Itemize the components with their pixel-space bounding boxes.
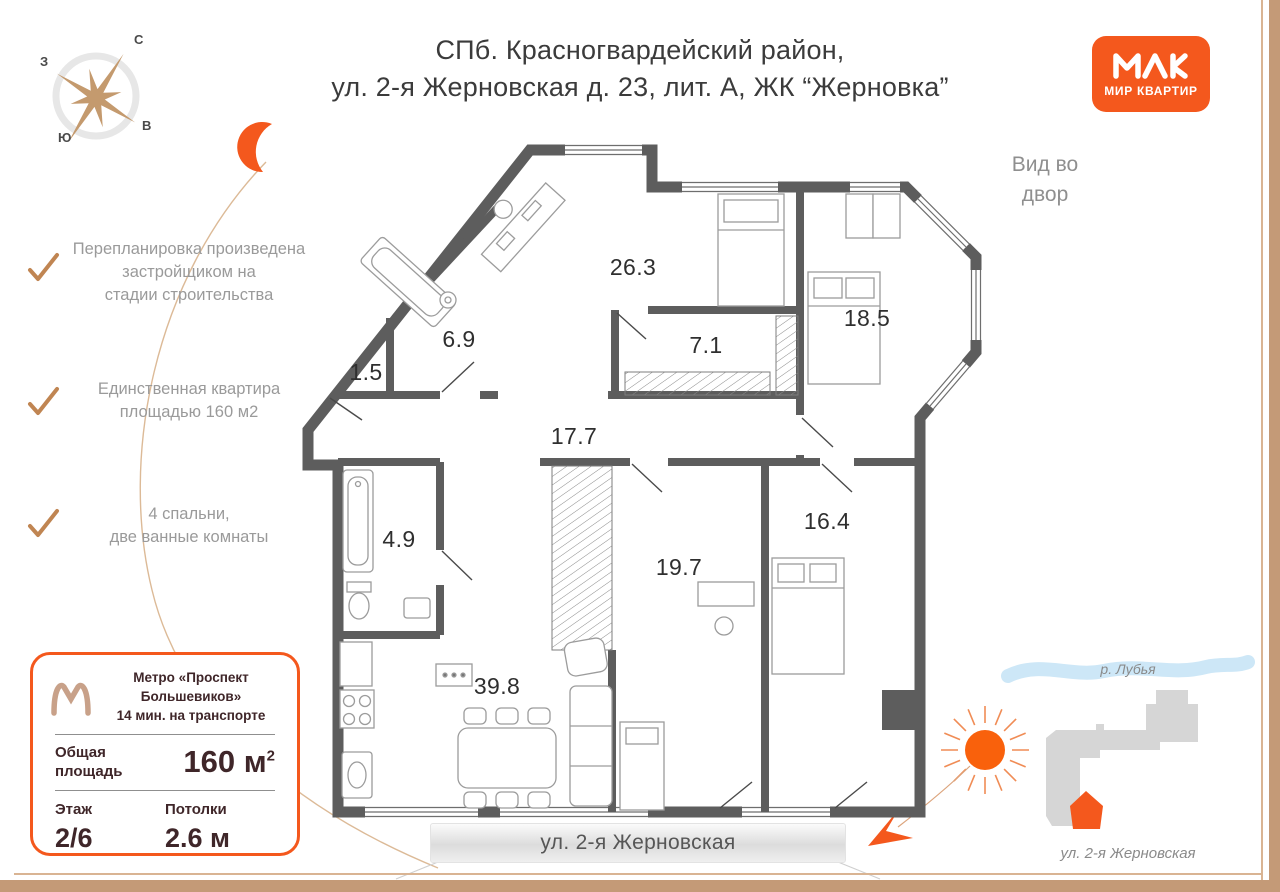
floor-col — [55, 799, 165, 854]
title-line2: ул. 2-я Жерновская д. 23, лит. А, ЖК “Жерновка” — [331, 72, 949, 102]
frame-band-right — [1269, 0, 1280, 892]
wall-notch — [882, 690, 920, 730]
frame-line-bottom — [14, 873, 1263, 875]
room-label-7-1: 7.1 — [689, 332, 723, 358]
view-label — [975, 150, 1115, 210]
area-value-number: 160 м — [183, 744, 267, 779]
mini-map — [1000, 646, 1256, 878]
ceiling-label: Потолки — [165, 801, 227, 818]
note-replanning — [56, 238, 322, 307]
area-label — [55, 743, 122, 781]
brand-monogram-icon — [1112, 51, 1190, 79]
road-edge-left — [396, 862, 438, 879]
floor-label: Этаж — [55, 801, 92, 818]
view-label-line2: двор — [1021, 183, 1069, 206]
street-band — [430, 823, 846, 863]
compass-east-label: В — [142, 118, 152, 133]
note-line: Единственная квартира — [97, 380, 281, 398]
street-band-label: ул. 2-я Жерновская — [540, 831, 736, 854]
note-line: Перепланировка произведена — [72, 240, 306, 258]
river-label: р. Лубья — [1100, 661, 1156, 677]
compass-north-label: С — [134, 32, 144, 47]
room-label-18-5: 18.5 — [843, 305, 891, 331]
floor-plan — [290, 130, 990, 820]
room-label-6-9: 6.9 — [442, 326, 476, 352]
floor-value: 2/6 — [55, 823, 93, 853]
metro-row — [49, 668, 281, 725]
compass-south-label: Ю — [58, 130, 72, 145]
room-label-4-9: 4.9 — [382, 526, 416, 552]
room-label-39-8: 39.8 — [473, 673, 521, 699]
brand-name: МИР КВАРТИР — [1104, 83, 1198, 98]
crescent-moon-icon — [237, 122, 272, 172]
info-card — [30, 652, 300, 856]
outer-walls — [308, 150, 976, 812]
frame-line-right — [1261, 0, 1263, 880]
divider — [55, 734, 275, 735]
room-label-16-4: 16.4 — [803, 508, 851, 534]
note-line: застройщиком на — [122, 263, 256, 281]
room-label-17-7: 17.7 — [550, 423, 598, 449]
road-edge-right — [838, 862, 880, 879]
ceiling-col — [165, 799, 275, 854]
compass-west-label: З — [40, 54, 49, 69]
ceiling-value: 2.6 м — [165, 823, 231, 853]
frame-band-bottom — [0, 880, 1280, 892]
note-bedrooms — [56, 503, 322, 549]
room-label-1-5: 1.5 — [349, 359, 383, 385]
area-value — [183, 744, 275, 780]
room-label-26-3: 26.3 — [609, 254, 657, 280]
area-label-line2: площадь — [55, 763, 123, 780]
note-line: площадью 160 м2 — [119, 403, 259, 421]
note-line: стадии строительства — [104, 286, 274, 304]
compass-rose — [22, 20, 172, 160]
metro-time: 14 мин. на транспорте — [116, 708, 266, 723]
title-line1: СПб. Красногвардейский район, — [435, 35, 845, 65]
page-title — [300, 32, 980, 106]
view-label-line1: Вид во — [1011, 153, 1079, 176]
divider — [55, 790, 275, 791]
brand-logo — [1092, 36, 1210, 112]
metro-text — [101, 668, 281, 725]
map-street-label: ул. 2-я Жерновская — [1060, 845, 1196, 862]
note-line: две ванные комнаты — [109, 528, 269, 546]
area-label-line1: Общая — [55, 744, 106, 761]
area-value-sup: 2 — [266, 747, 275, 765]
room-label-19-7: 19.7 — [655, 554, 703, 580]
area-row — [49, 743, 281, 781]
compass-star — [29, 30, 162, 160]
note-line: 4 спальни, — [148, 505, 230, 523]
metro-icon — [49, 677, 93, 717]
building-footprint — [1046, 690, 1198, 826]
floor-ceiling-row — [49, 799, 281, 854]
note-single-apartment — [56, 378, 322, 424]
metro-name: Метро «Проспект Большевиков» — [133, 670, 249, 704]
